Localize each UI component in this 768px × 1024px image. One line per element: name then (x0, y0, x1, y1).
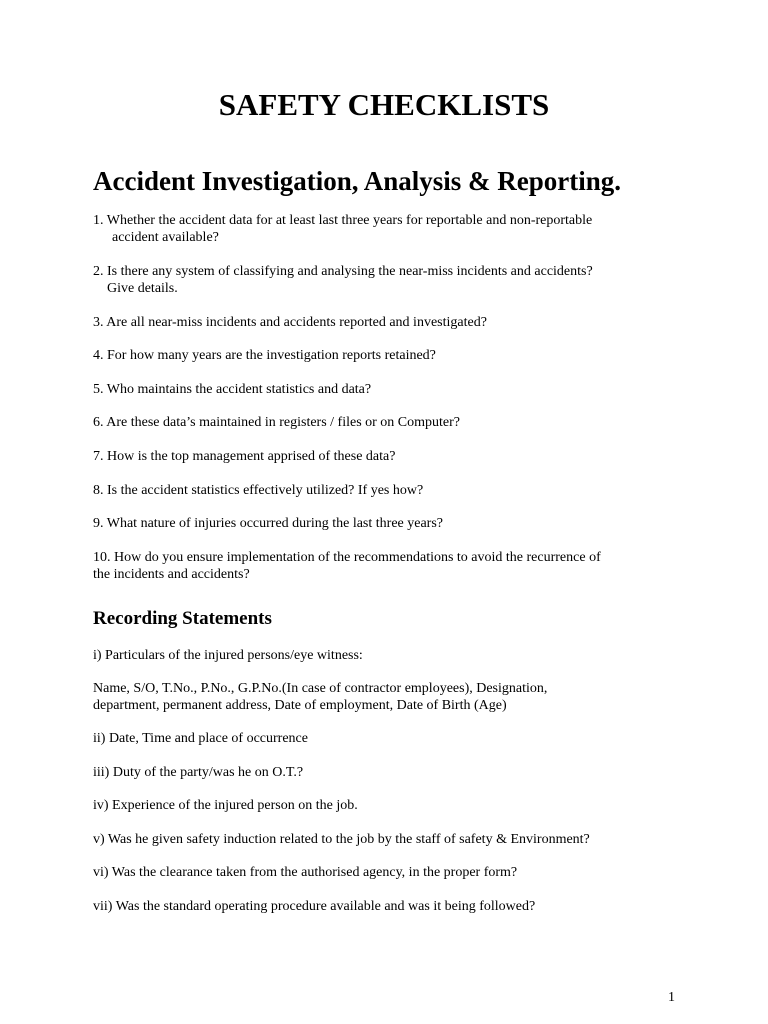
item-text-continued: accident available? (112, 230, 219, 245)
section-heading-accident-investigation: Accident Investigation, Analysis & Reporting. (93, 166, 622, 196)
checklist-item-4 (93, 347, 693, 364)
item-text: 8. Is the accident statistics effectively utilized? If yes how? (93, 483, 424, 498)
item-text: 4. For how many years are the investigation reports retained? (93, 348, 436, 363)
section-heading-recording-statements: Recording Statements (93, 608, 272, 629)
statement-item-iv (93, 797, 693, 814)
item-text: 2. Is there any system of classifying and analysing the near-miss incidents and accidents? (93, 264, 593, 279)
item-text: ii) Date, Time and place of occurrence (93, 731, 308, 746)
item-text: Name, S/O, T.No., P.No., G.P.No.(In case of contractor employees), Designation, (93, 681, 548, 696)
item-text: v) Was he given safety induction related to the job by the staff of safety & Environment? (93, 832, 590, 847)
item-text-continued: department, permanent address, Date of employment, Date of Birth (Age) (93, 698, 507, 713)
item-text: 5. Who maintains the accident statistics and data? (93, 382, 372, 397)
item-text: 10. How do you ensure implementation of the recommendations to avoid the recurrence of (93, 550, 601, 565)
statement-item-i (93, 647, 693, 664)
item-text: 1. Whether the accident data for at least last three years for reportable and non-reportable (93, 213, 593, 228)
item-text: 6. Are these data’s maintained in registers / files or on Computer? (93, 415, 461, 430)
item-text-continued: the incidents and accidents? (93, 567, 250, 582)
statement-item-particulars (93, 680, 693, 714)
statement-item-vii (93, 898, 693, 915)
item-text: 3. Are all near-miss incidents and accidents reported and investigated? (93, 315, 487, 330)
item-text: 9. What nature of injuries occurred during the last three years? (93, 516, 443, 531)
page-number: 1 (668, 990, 675, 1005)
document-title: SAFETY CHECKLISTS (218, 87, 550, 122)
checklist-item-3 (93, 314, 693, 331)
statement-item-v (93, 831, 693, 848)
checklist-item-2 (93, 263, 693, 297)
statement-item-vi (93, 864, 693, 881)
item-text: 7. How is the top management apprised of these data? (93, 449, 396, 464)
checklist-item-5 (93, 381, 693, 398)
item-text: i) Particulars of the injured persons/eye witness: (93, 648, 363, 663)
item-text-continued: Give details. (107, 281, 178, 296)
item-text: iii) Duty of the party/was he on O.T.? (93, 765, 304, 780)
checklist-item-1 (93, 212, 693, 246)
statement-item-ii (93, 730, 693, 747)
item-text: vi) Was the clearance taken from the authorised agency, in the proper form? (93, 865, 518, 880)
checklist-item-8 (93, 482, 693, 499)
statement-item-iii (93, 764, 693, 781)
checklist-item-7 (93, 448, 693, 465)
item-text: vii) Was the standard operating procedure available and was it being followed? (93, 899, 536, 914)
checklist-item-9 (93, 515, 693, 532)
item-text: iv) Experience of the injured person on the job. (93, 798, 358, 813)
checklist-item-10 (93, 549, 693, 583)
checklist-item-6 (93, 414, 693, 431)
